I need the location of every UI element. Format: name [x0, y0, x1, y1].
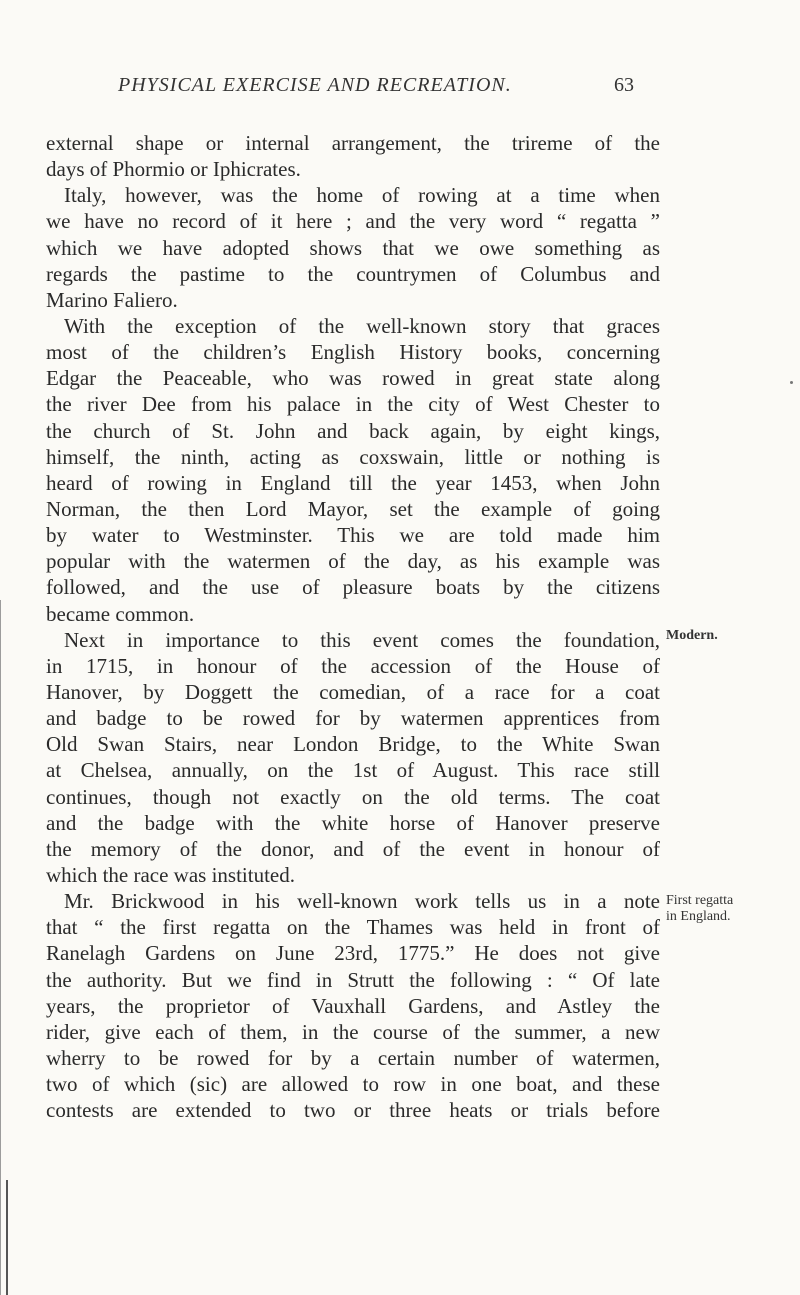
text-line: Old Swan Stairs, near London Bridge, to the White Swan — [46, 732, 660, 757]
side-note-line: in England. — [666, 909, 731, 924]
text-line: in 1715, in honour of the accession of the House of — [46, 653, 660, 678]
text-line: the river Dee from his palace in the city of West Chester to — [46, 392, 660, 417]
body-text — [46, 130, 660, 1123]
page-number: 63 — [614, 74, 634, 96]
text-line: the memory of the donor, and of the event in honour of — [46, 836, 660, 861]
side-note-first-regatta — [666, 893, 733, 925]
text-line: Next in importance to this event comes the foundation, — [64, 627, 660, 652]
text-line: Hanover, by Doggett the comedian, of a race for a coat — [46, 679, 660, 704]
text-line: With the exception of the well-known story that graces — [64, 313, 660, 338]
binding-edge — [0, 600, 1, 1295]
text-line: the authority. But we find in Strutt the following : “ Of late — [46, 967, 660, 992]
text-line: days of Phormio or Iphicrates. — [46, 157, 301, 182]
text-line: which the race was instituted. — [46, 862, 296, 887]
text-line: by water to Westminster. This we are told made him — [46, 523, 660, 548]
text-line: heard of rowing in England till the year 1453, when John — [46, 470, 660, 495]
text-line: which we have adopted shows that we owe something as — [46, 235, 660, 260]
text-line: external shape or internal arrangement, the trireme of the — [46, 131, 660, 155]
binding-shadow — [6, 1180, 8, 1295]
text-line: himself, the ninth, acting as coxswain, little or nothing is — [46, 444, 660, 469]
text-line: Ranelagh Gardens on June 23rd, 1775.” He does not give — [46, 941, 660, 966]
text-line: the church of St. John and back again, by eight kings, — [46, 418, 660, 443]
side-note-modern: Modern. — [666, 628, 718, 643]
text-line: Norman, the then Lord Mayor, set the example of going — [46, 496, 660, 521]
text-line: wherry to be rowed for by a certain number of watermen, — [46, 1045, 660, 1070]
running-header: PHYSICAL EXERCISE AND RECREATION. — [118, 74, 512, 96]
text-line: Mr. Brickwood in his well-known work tells us in a note — [64, 889, 660, 914]
text-line: and badge to be rowed for by watermen apprentices from — [46, 706, 660, 731]
text-line: continues, though not exactly on the old terms. The coat — [46, 784, 660, 809]
ink-spot — [790, 381, 793, 384]
text-line: Edgar the Peaceable, who was rowed in great state along — [46, 366, 660, 391]
side-note-line: First regatta — [666, 893, 734, 908]
text-line: that “ the first regatta on the Thames was held in front of — [46, 915, 660, 940]
text-line: popular with the watermen of the day, as his example was — [46, 549, 660, 574]
text-line: years, the proprietor of Vauxhall Gardens, and Astley the — [46, 993, 660, 1018]
text-line: regards the pastime to the countrymen of Columbus and — [46, 261, 660, 286]
text-line: contests are extended to two or three heats or trials before — [46, 1098, 660, 1123]
text-line: followed, and the use of pleasure boats by the citizens — [46, 575, 660, 600]
text-line: at Chelsea, annually, on the 1st of August. This race still — [46, 758, 660, 783]
text-line: and the badge with the white horse of Hanover preserve — [46, 810, 660, 835]
text-line: rider, give each of them, in the course of the summer, a new — [46, 1019, 660, 1044]
text-line: two of which (sic) are allowed to row in one boat, and these — [46, 1072, 660, 1097]
text-line: Marino Faliero. — [46, 287, 178, 312]
text-line: Italy, however, was the home of rowing at a time when — [64, 183, 660, 208]
text-line: most of the children’s English History books, concerning — [46, 340, 660, 365]
text-line: we have no record of it here ; and the very word “ regatta ” — [46, 209, 660, 234]
text-line: became common. — [46, 601, 195, 626]
